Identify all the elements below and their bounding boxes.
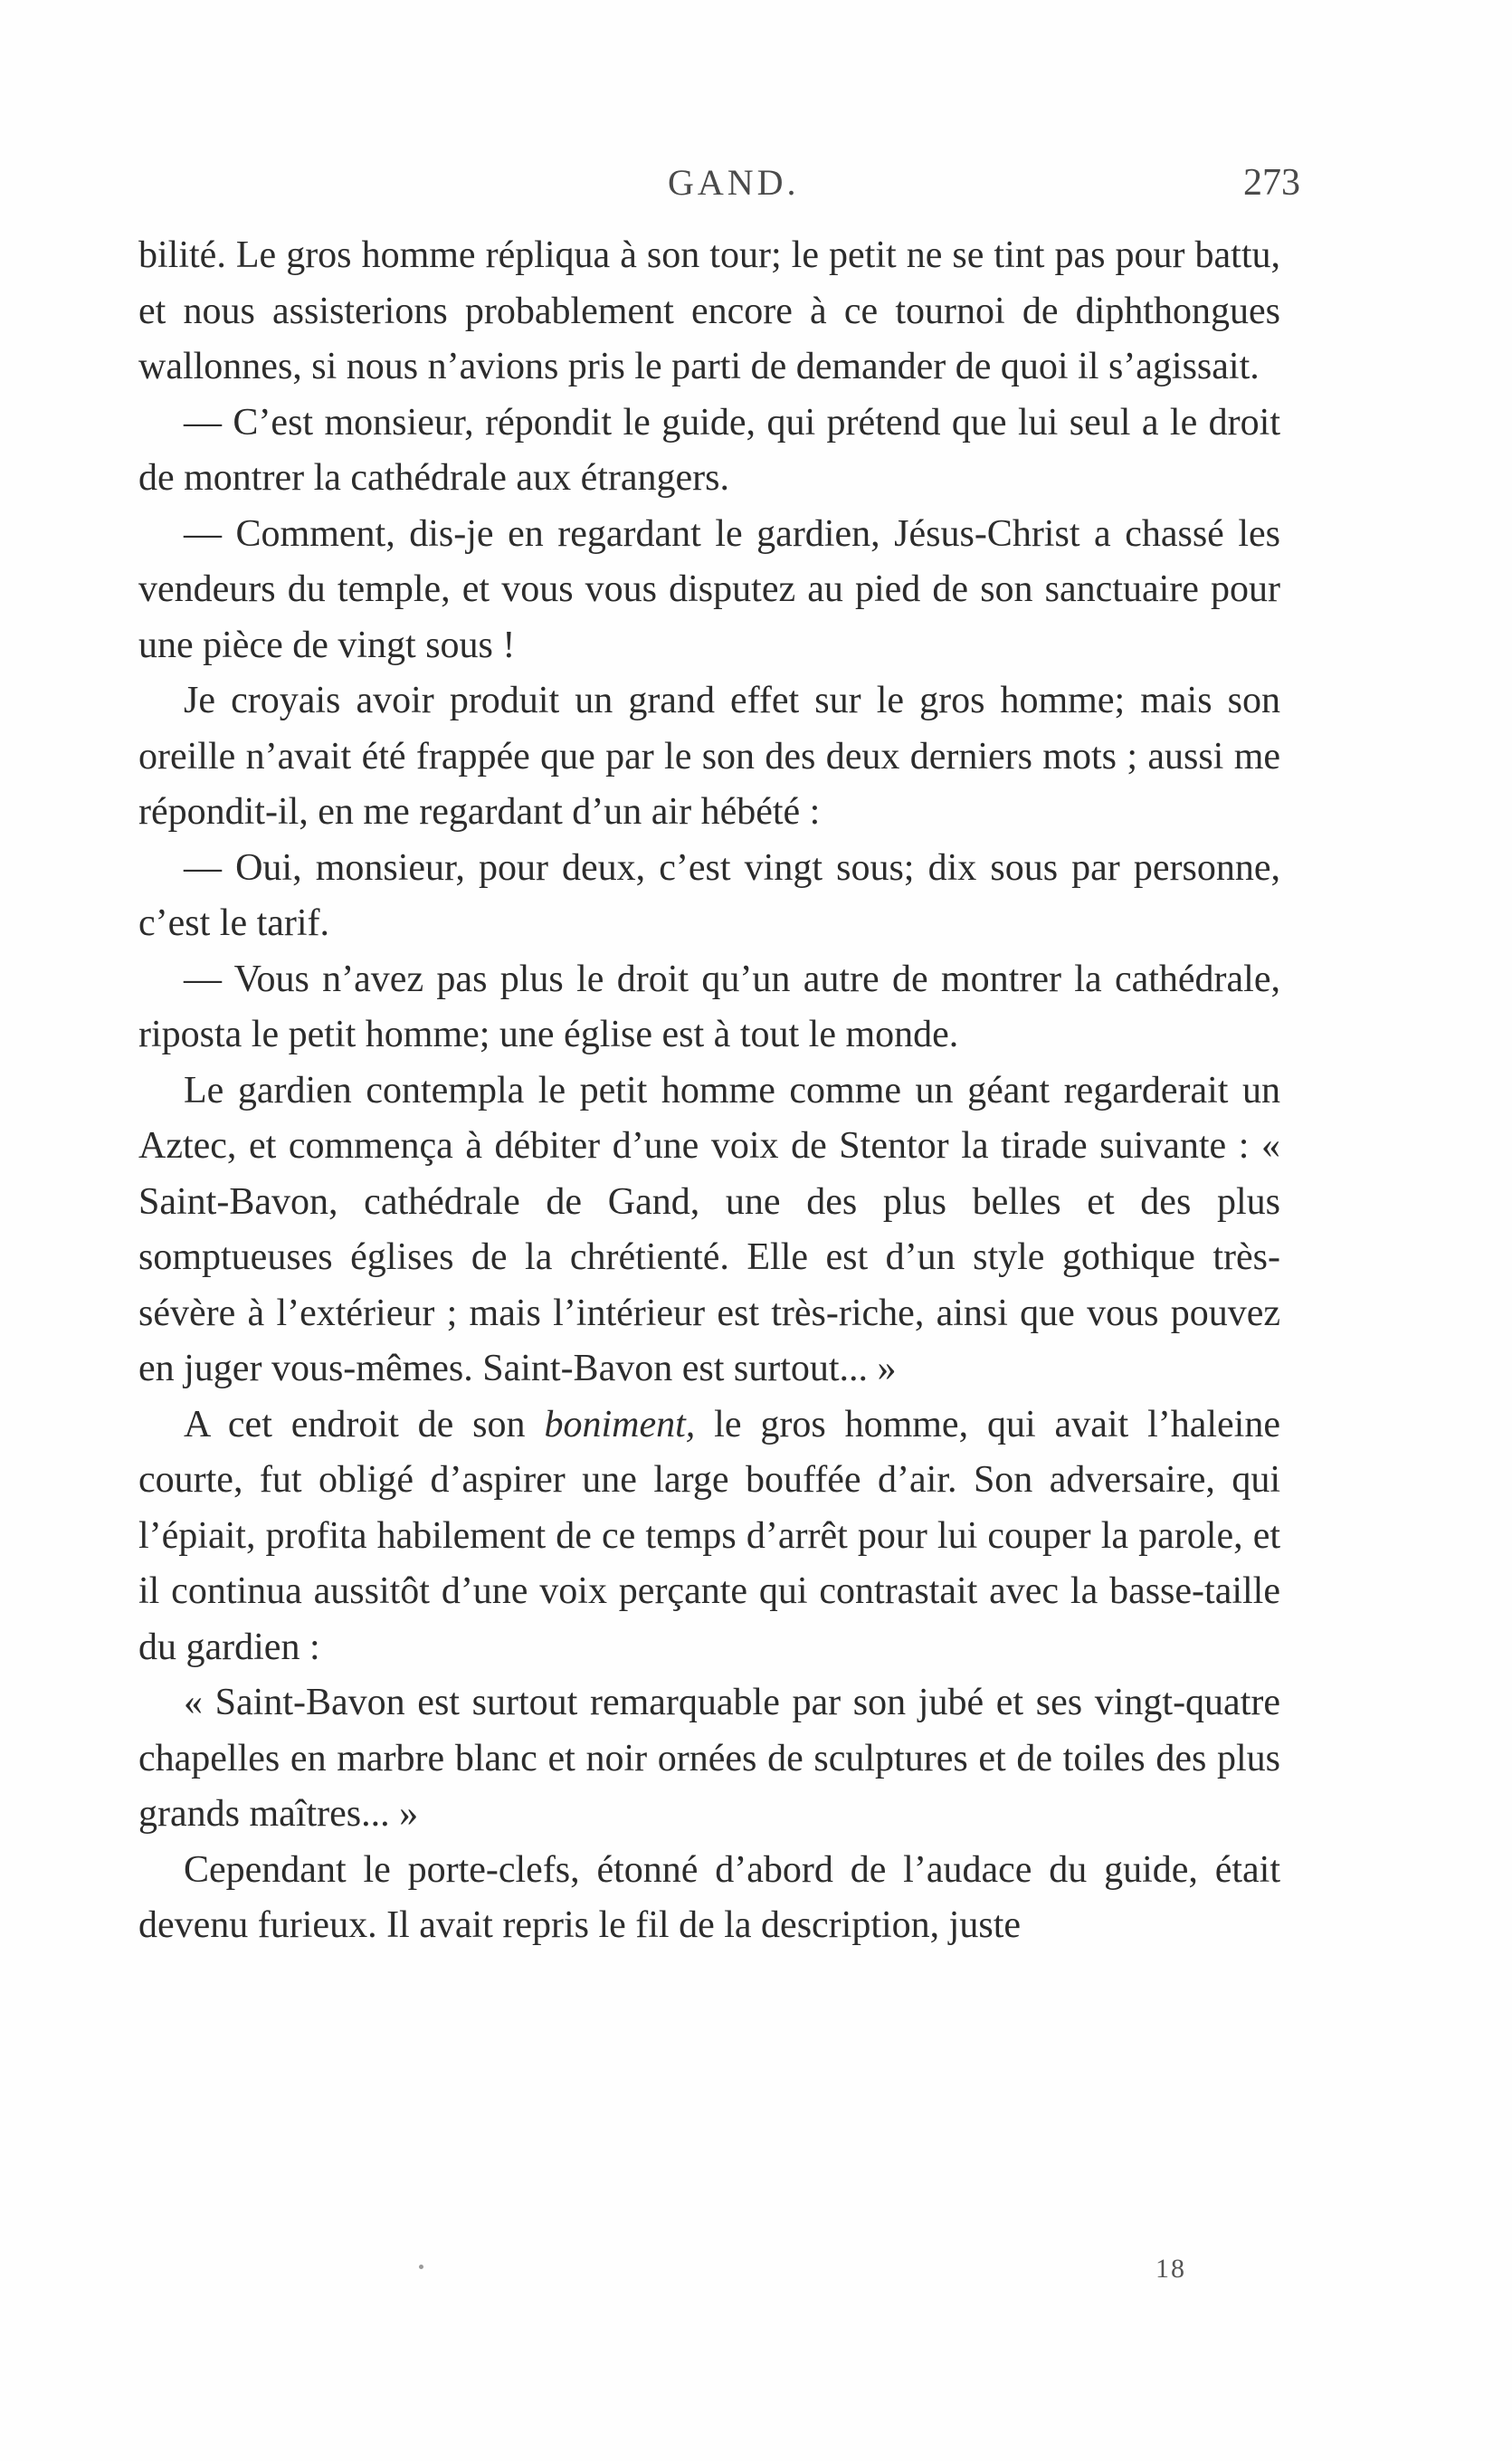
paragraph: — Vous n’avez pas plus le droit qu’un autre de montrer la cathédrale, riposta le petit homme; une église est à tout le monde. xyxy=(138,958,1280,1055)
paragraph: — C’est monsieur, répondit le guide, qui prétend que lui seul a le droit de montrer la cathédrale aux étrangers. xyxy=(138,401,1280,499)
paragraph: bilité. Le gros homme répliqua à son tour; le petit ne se tint pas pour battu, et nous assisterions probablement encore à ce tournoi de diphthongues wallonnes, si nous n’avions pris le parti de demander de quoi il s’agissait. xyxy=(138,234,1280,387)
paragraph: Le gardien contempla le petit homme comme un géant regarderait un Aztec, et commença à débiter d’une voix de Stentor la tirade suivante : « Saint-Bavon, cathédrale de Gand, une des plus belles et des plus somptueuses églises de la chrétienté. Elle est d’un style gothique très-sévère à l’extérieur ; mais l’intérieur est très-riche, ainsi que vous pouvez en juger vous-mêmes. Saint-Bavon est surtout... » xyxy=(138,1069,1280,1389)
paragraph: — Oui, monsieur, pour deux, c’est vingt sous; dix sous par personne, c’est le tarif. xyxy=(138,846,1280,944)
italic-term: boniment, xyxy=(544,1403,696,1445)
paragraph: Cependant le porte-clefs, étonné d’abord de l’audace du guide, était devenu furieux. Il avait repris le fil de la description, juste xyxy=(138,1848,1280,1946)
page-number: 273 xyxy=(1243,162,1300,204)
paragraph: « Saint-Bavon est surtout remarquable par son jubé et ses vingt-quatre chapelles en marbre blanc et noir ornées de sculptures et de toiles des plus grands maîtres... » xyxy=(138,1682,1280,1835)
body-text xyxy=(138,228,1280,1954)
print-speck xyxy=(419,2265,423,2269)
paragraph-text-start: A cet endroit de son xyxy=(184,1403,545,1445)
paragraph: Je croyais avoir produit un grand effet sur le gros homme; mais son oreille n’avait été frappée que par le son des deux derniers mots ; aussi me répondit-il, en me regardant d’un air hébété : xyxy=(138,680,1280,833)
running-head xyxy=(0,161,1512,215)
paragraph-text-end: le gros homme, qui avait l’haleine courte, fut obligé d’aspirer une large bouffée d’air. Son adversaire, qui l’épiait, profita habilement de ce temps d’arrêt pour lui couper la parole, et il continua aussitôt d’une voix perçante qui contrastait avec la basse-taille du gardien : xyxy=(138,1403,1280,1668)
running-title: GAND. xyxy=(668,162,800,203)
paragraph xyxy=(138,1397,1280,1676)
paragraph: — Comment, dis-je en regardant le gardien, Jésus-Christ a chassé les vendeurs du temple, et vous vous disputez au pied de son sanctuaire pour une pièce de vingt sous ! xyxy=(138,512,1280,666)
signature-mark: 18 xyxy=(1155,2254,1186,2284)
